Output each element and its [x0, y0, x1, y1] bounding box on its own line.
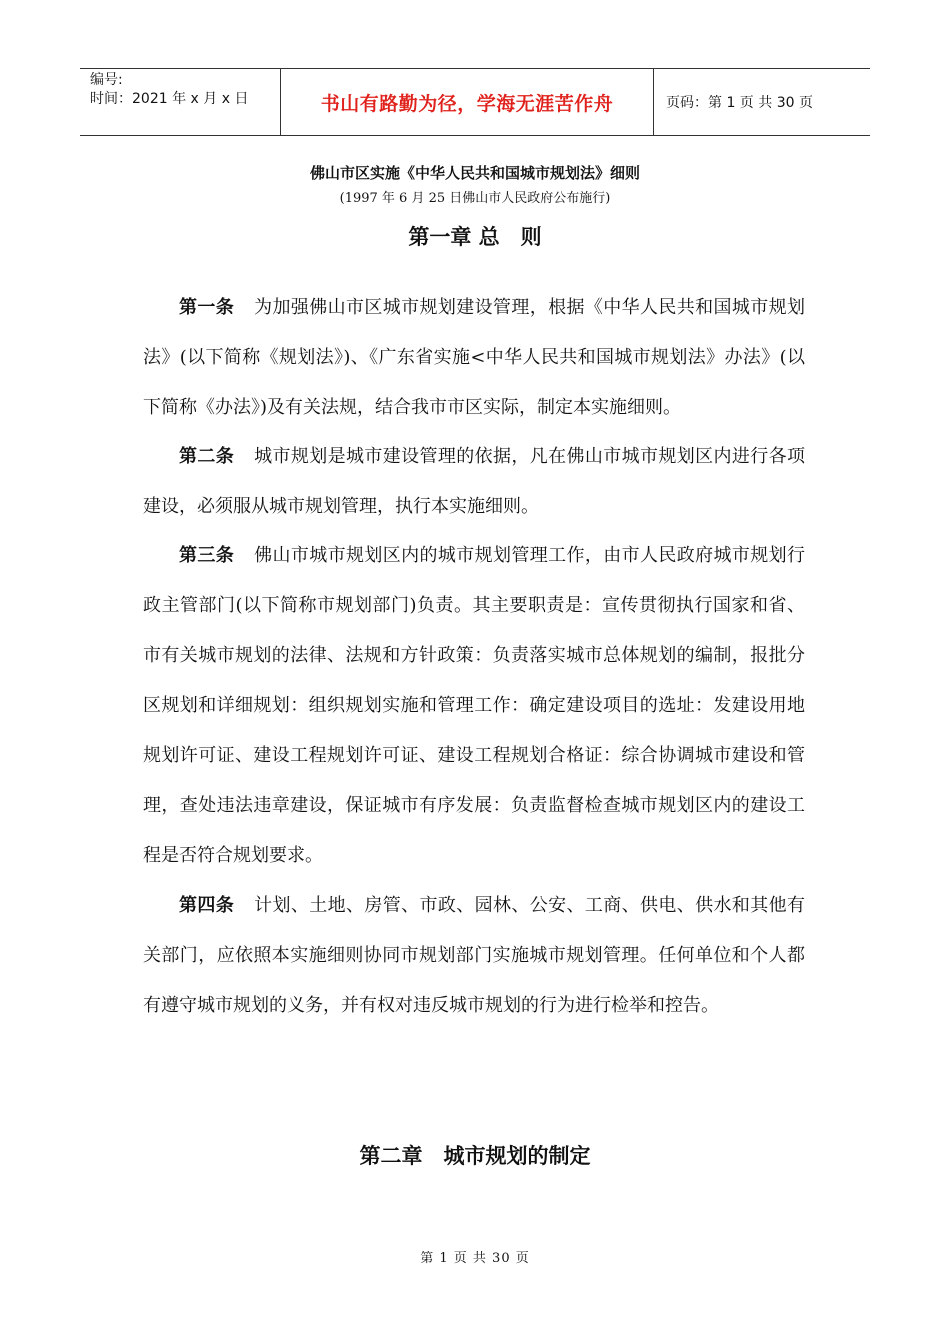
header-motto-cell — [281, 69, 654, 135]
article-text: 计划、土地、房管、市政、园林、公安、工商、供电、供水和其他有关部门，应依照本实施细则协同市规划部门实施城市规划管理。任何单位和个人都有遵守城市规划的义务，并有权对违反城市规划的行为进行检举和控告。 — [143, 895, 805, 1016]
article-paragraph — [143, 881, 805, 1031]
document-title: 佛山市区实施《中华人民共和国城市规划法》细则 — [309, 164, 640, 182]
header-page-cell — [654, 69, 870, 135]
header-page-info: 页码：第 1 页 共 30 页 — [666, 95, 813, 111]
document-time-label: 时间：2021 年 x 月 x 日 — [90, 91, 249, 107]
header-motto: 书山有路勤为径，学海无涯苦作舟 — [320, 92, 614, 115]
article-text: 佛山市城市规划区内的城市规划管理工作，由市人民政府城市规划行政主管部门(以下简称市规划部门)负责。其主要职责是：宣传贯彻执行国家和省、市有关城市规划的法律、法规和方针政策：负责落实城市总体规划的编制，报批分区规划和详细规划：组织规划实施和管理工作：确定建设项目的选址：发建设用地规划许可证、建设工程规划许可证、建设工程规划合格证：综合协调城市建设和管理，查处违法违章建设，保证城市有序发展：负责监督检查城市规划区内的建设工程是否符合规划要求。 — [143, 545, 805, 866]
article-label: 第四条 — [179, 895, 235, 916]
article-paragraph — [143, 432, 805, 532]
document-subtitle: (1997 年 6 月 25 日佛山市人民政府公布施行) — [339, 191, 611, 206]
article-label: 第三条 — [179, 545, 235, 566]
article-paragraph — [143, 531, 805, 881]
article-label: 第一条 — [179, 297, 235, 318]
article-paragraph — [143, 283, 805, 433]
article-label: 第二条 — [179, 446, 235, 467]
header-table — [80, 68, 870, 136]
article-text: 为加强佛山市区城市规划建设管理，根据《中华人民共和国城市规划法》(以下简称《规划法》)、《广东省实施<中华人民共和国城市规划法》办法》(以下简称《办法》)及有关法规，结合我市市区实际，制定本实施细则。 — [143, 297, 805, 418]
chapter-heading: 第一章 总 则 — [408, 224, 542, 249]
header-meta-cell — [80, 69, 281, 135]
page-footer: 第 1 页 共 30 页 — [420, 1251, 530, 1266]
article-text: 城市规划是城市建设管理的依据，凡在佛山市城市规划区内进行各项建设，必须服从城市规划管理，执行本实施细则。 — [143, 446, 805, 517]
document-number-label: 编号: — [90, 72, 123, 88]
chapter-heading: 第二章 城市规划的制定 — [359, 1143, 591, 1168]
